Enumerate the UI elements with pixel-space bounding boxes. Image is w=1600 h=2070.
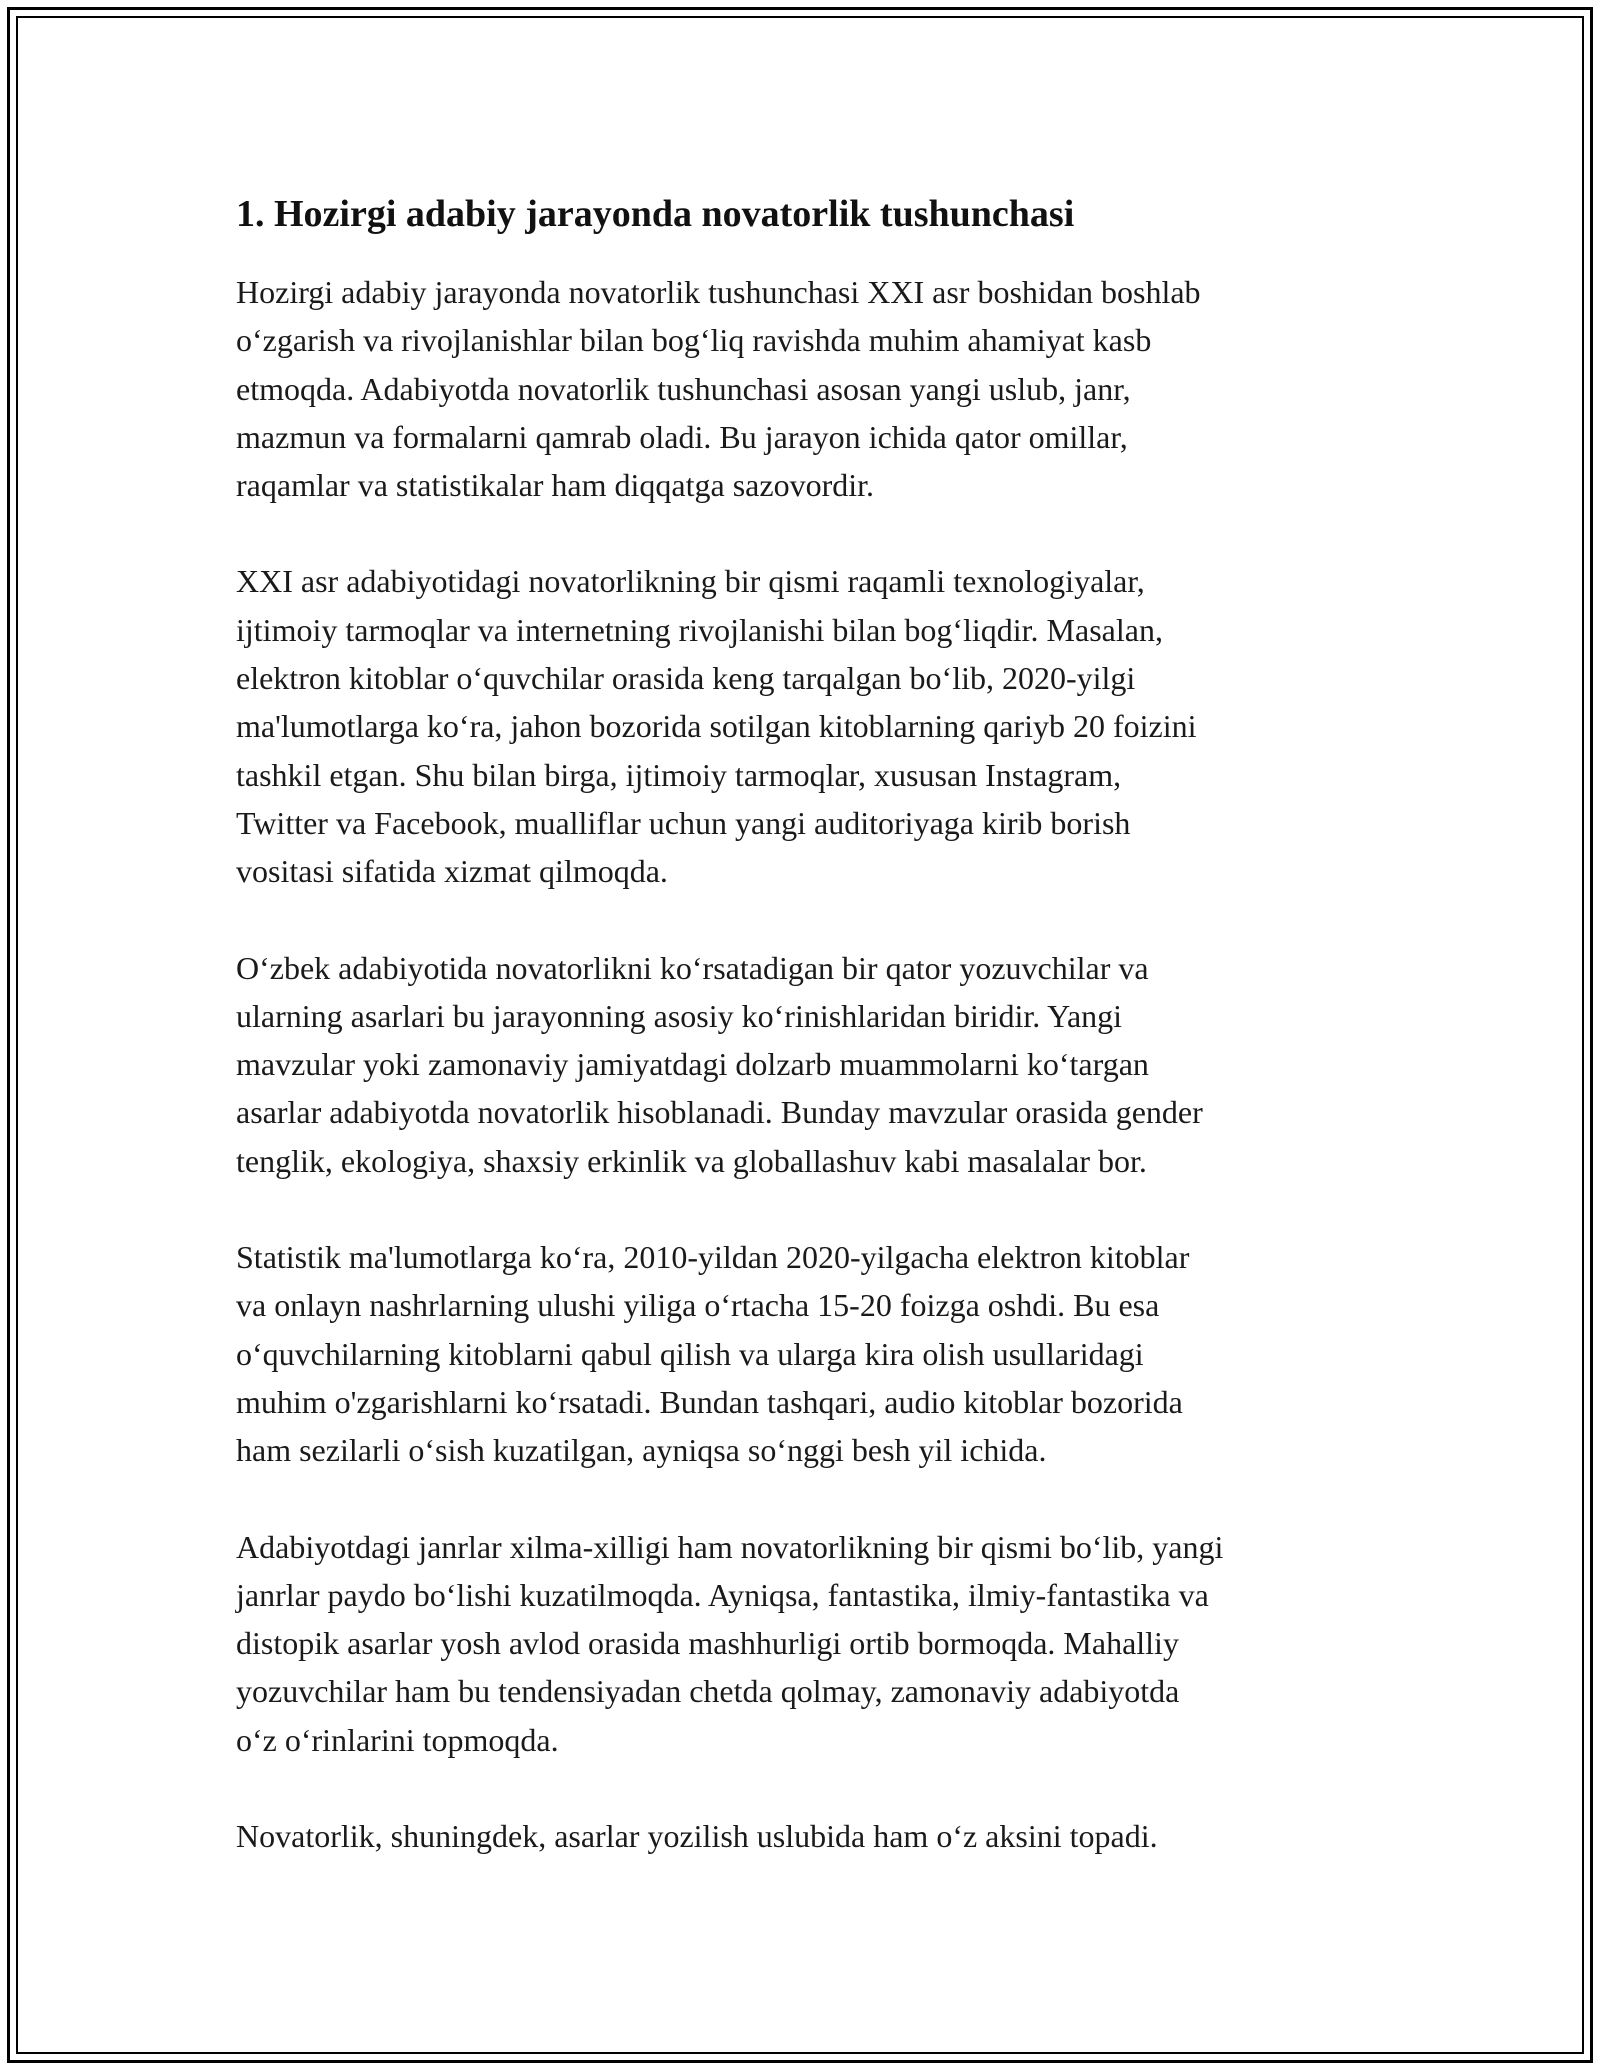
text-line: mavzular yoki zamonaviy jamiyatdagi dolzarb muammolarni ko‘targan	[236, 1046, 1149, 1083]
text-line: vositasi sifatida xizmat qilmoqda.	[236, 853, 668, 890]
paragraph-3	[236, 944, 1376, 1185]
paragraph-5	[236, 1523, 1376, 1764]
text-line: XXI asr adabiyotidagi novatorlikning bir qismi raqamli texnologiyalar,	[236, 563, 1145, 600]
text-line: janrlar paydo bo‘lishi kuzatilmoqda. Ayniqsa, fantastika, ilmiy-fantastika va	[236, 1576, 1209, 1613]
text-line: o‘z o‘rinlarini topmoqda.	[236, 1721, 559, 1758]
document-body	[236, 186, 1376, 1908]
paragraph-1	[236, 268, 1376, 509]
text-line: muhim o'zgarishlarni ko‘rsatadi. Bundan tashqari, audio kitoblar bozorida	[236, 1383, 1183, 1420]
text-line: ijtimoiy tarmoqlar va internetning rivojlanishi bilan bog‘liqdir. Masalan,	[236, 611, 1163, 648]
text-line: Novatorlik, shuningdek, asarlar yozilish uslubida ham o‘z aksini topadi.	[236, 1818, 1158, 1855]
text-line: Hozirgi adabiy jarayonda novatorlik tushunchasi XXI asr boshidan boshlab	[236, 274, 1201, 310]
text-line: yozuvchilar ham bu tendensiyadan chetda qolmay, zamonaviy adabiyotda	[236, 1673, 1180, 1710]
text-line: Statistik ma'lumotlarga ko‘ra, 2010-yildan 2020-yilgacha elektron kitoblar	[236, 1239, 1190, 1276]
text-line: o‘quvchilarning kitoblarni qabul qilish va ularga kira olish usullaridagi	[236, 1335, 1144, 1372]
text-line: ham sezilarli o‘sish kuzatilgan, ayniqsa so‘nggi besh yil ichida.	[236, 1432, 1047, 1469]
text-line: O‘zbek adabiyotida novatorlikni ko‘rsatadigan bir qator yozuvchilar va	[236, 949, 1149, 986]
text-line: tenglik, ekologiya, shaxsiy erkinlik va globallashuv kabi masalalar bor.	[236, 1142, 1147, 1179]
text-line: asarlar adabiyotda novatorlik hisoblanadi. Bunday mavzular orasida gender	[236, 1094, 1203, 1131]
text-line: ma'lumotlarga ko‘ra, jahon bozorida sotilgan kitoblarning qariyb 20 foizini	[236, 708, 1197, 745]
text-line: distopik asarlar yosh avlod orasida mashhurligi ortib bormoqda. Mahalliy	[236, 1625, 1179, 1662]
paragraph-6	[236, 1812, 1376, 1860]
text-line: elektron kitoblar o‘quvchilar orasida keng tarqalgan bo‘lib, 2020-yilgi	[236, 660, 1136, 697]
text-line: mazmun va formalarni qamrab oladi. Bu jarayon ichida qator omillar,	[236, 418, 1128, 455]
text-line: ularning asarlari bu jarayonning asosiy ko‘rinishlaridan biridir. Yangi	[236, 997, 1123, 1034]
text-line: Adabiyotdagi janrlar xilma-xilligi ham novatorlikning bir qismi bo‘lib, yangi	[236, 1528, 1224, 1565]
text-line: tashkil etgan. Shu bilan birga, ijtimoiy tarmoqlar, xususan Instagram,	[236, 756, 1122, 793]
paragraph-4	[236, 1233, 1376, 1474]
paragraph-2	[236, 557, 1376, 895]
section-heading: 1. Hozirgi adabiy jarayonda novatorlik tushunchasi	[236, 193, 1075, 235]
text-line: raqamlar va statistikalar ham diqqatga sazovordir.	[236, 467, 874, 504]
text-line: etmoqda. Adabiyotda novatorlik tushunchasi asosan yangi uslub, janr,	[236, 370, 1131, 407]
text-line: Twitter va Facebook, mualliflar uchun yangi auditoriyaga kirib borish	[236, 804, 1131, 841]
text-line: va onlayn nashrlarning ulushi yiliga o‘rtacha 15-20 foizga oshdi. Bu esa	[236, 1287, 1160, 1324]
text-line: o‘zgarish va rivojlanishlar bilan bog‘liq ravishda muhim ahamiyat kasb	[236, 322, 1152, 359]
